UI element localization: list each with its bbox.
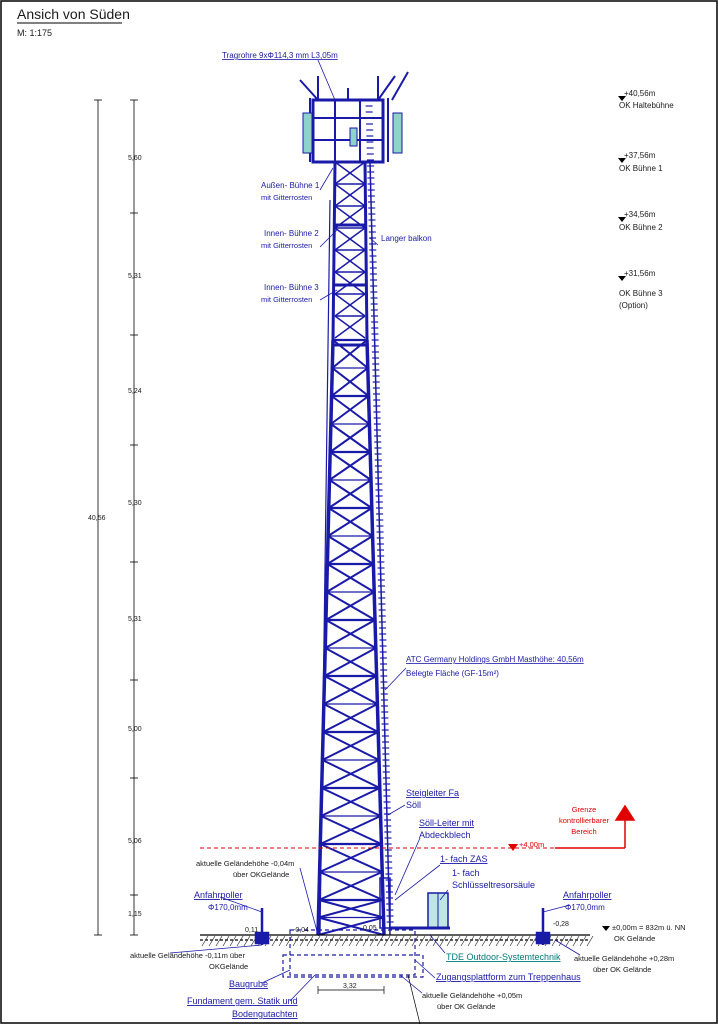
label-atc-a: ATC Germany Holdings GmbH Masthöhe: 40,56m <box>406 655 584 664</box>
dim-seg-8: 1,15 <box>128 911 142 918</box>
dim-005: 0,05 <box>363 925 377 932</box>
label-buehne2-b: mit Gitterrosten <box>261 241 313 250</box>
dim-004: -0,04 <box>293 927 309 934</box>
label-fund-b: Bodengutachten <box>232 1009 298 1019</box>
key-safe-column <box>428 893 448 928</box>
label-baugrube: Baugrube <box>229 979 269 989</box>
dim-foundation: 3,32 <box>343 983 357 990</box>
label-balkon: Langer balkon <box>381 234 432 243</box>
label-anfahr-r-b: Φ170,0mm <box>565 903 605 912</box>
zero-marker <box>602 926 610 931</box>
label-soell-b: Abdeckblech <box>419 830 471 840</box>
lattice-tower <box>300 72 408 935</box>
dim-seg-3: 5,24 <box>128 388 142 395</box>
label-grenze-b: kontrollierbarer <box>558 816 610 825</box>
level-2-label: OK Bühne 1 <box>619 164 663 173</box>
label-fund-a: Fundament gem. Statik und <box>187 996 298 1006</box>
label-anfahr-r-a: Anfahrpoller <box>563 890 612 900</box>
level-3-value: +34,56m <box>624 210 656 219</box>
label-plus4: +4,00m <box>519 840 545 849</box>
level-markers <box>618 96 626 281</box>
label-gel-r-a: aktuelle Geländehöhe +0,28m <box>574 954 675 963</box>
label-tde: TDE Outdoor-Systemtechnik <box>446 952 561 962</box>
label-gel-b-b: über OK Gelände <box>437 1002 496 1011</box>
label-buehne1-b: mit Gitterrosten <box>261 193 313 202</box>
label-gel-r-b: über OK Gelände <box>593 965 652 974</box>
drawing-scale: M: 1:175 <box>17 28 53 38</box>
dim-seg-4: 5,30 <box>128 500 142 507</box>
level-3-label: OK Bühne 2 <box>619 223 663 232</box>
drawing-title: Ansich von Süden <box>17 6 130 22</box>
dim-total: 40,56 <box>88 515 106 522</box>
label-zero-a: ±0,00m = 832m ü. NN <box>612 923 686 932</box>
label-steig-a: Steigleiter Fa <box>406 788 460 798</box>
label-steig-b: Söll <box>406 800 422 810</box>
label-buehne3-a: Innen- Bühne 3 <box>264 283 319 292</box>
dim-seg-7: 5,06 <box>128 838 142 845</box>
label-zugang: Zugangsplattform zum Treppenhaus <box>436 972 581 982</box>
label-schl-a: 1- fach <box>452 868 480 878</box>
dim-028: -0,28 <box>553 921 569 928</box>
label-zas: 1- fach ZAS <box>440 854 488 864</box>
level-1-label: OK Haltebühne <box>619 101 674 110</box>
label-buehne2-a: Innen- Bühne 2 <box>264 229 319 238</box>
label-soell-a: Söll-Leiter mit <box>419 818 475 828</box>
level-4-label2: (Option) <box>619 301 648 310</box>
label-grenze-a: Grenze <box>571 805 597 814</box>
dim-seg-5: 5,31 <box>128 616 142 623</box>
label-zero-b: OK Gelände <box>614 934 656 943</box>
dim-seg-2: 5,31 <box>128 273 142 280</box>
level-1-value: +40,56m <box>624 89 656 98</box>
label-schl-b: Schlüsseltresorsäule <box>452 880 536 890</box>
level-4-value: +31,56m <box>624 269 656 278</box>
label-buehne1-a: Außen- Bühne 1 <box>261 181 320 190</box>
foundation-dim <box>318 975 420 1024</box>
label-gel-b-a: aktuelle Geländehöhe +0,05m <box>422 991 523 1000</box>
dim-seg-1: 5,60 <box>128 155 142 162</box>
dim-seg-6: 5,00 <box>128 726 142 733</box>
label-anfahr-l-a: Anfahrpoller <box>194 890 243 900</box>
label-gel-l-a: aktuelle Geländehöhe -0,11m über <box>130 951 245 960</box>
bollard-right <box>537 908 549 945</box>
level-4-label: OK Bühne 3 <box>619 289 663 298</box>
label-gel-top-b: über OKGelände <box>233 870 290 879</box>
label-grenze-c: Bereich <box>571 827 597 836</box>
label-buehne3-b: mit Gitterrosten <box>261 295 313 304</box>
foundation <box>283 930 423 977</box>
label-gel-l-b: OKGelände <box>209 962 249 971</box>
dim-011: 0,11 <box>245 927 259 934</box>
label-gel-top-a: aktuelle Geländehöhe -0,04m <box>196 859 295 868</box>
level-2-value: +37,56m <box>624 151 656 160</box>
label-atc-b: Belegte Fläche (GF-15m²) <box>406 669 499 678</box>
label-tragrohre: Tragrohre 9xΦ114,3 mm L3,05m <box>222 51 338 60</box>
label-anfahr-l-b: Φ170,0mm <box>208 903 248 912</box>
